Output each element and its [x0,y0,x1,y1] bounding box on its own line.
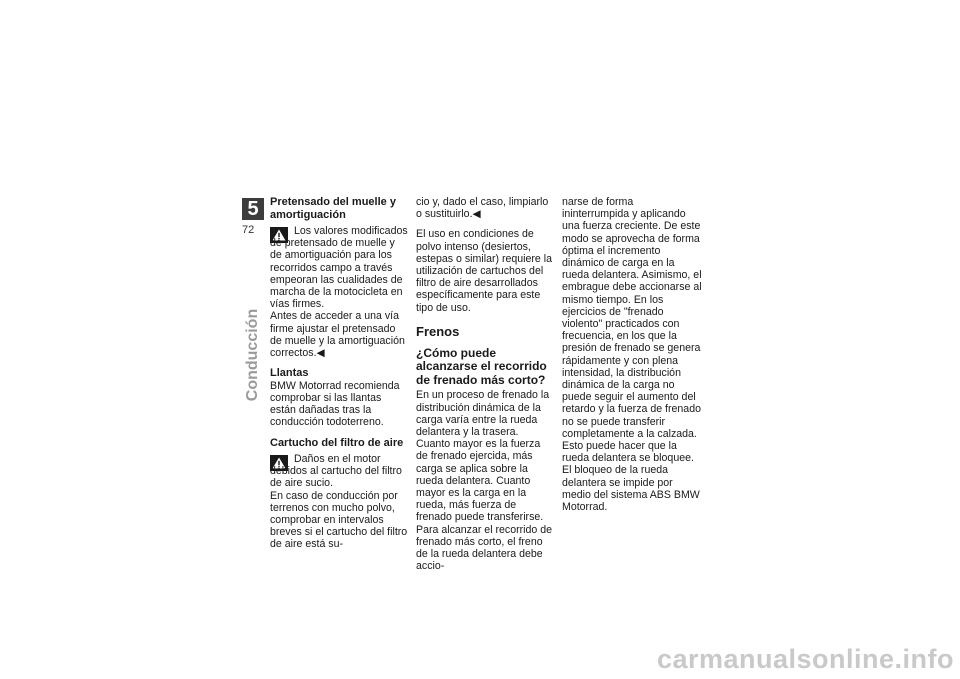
text-column-2 [416,196,554,580]
page-number: 72 [242,224,255,236]
warning-text-2: Daños en el motor debidos al cartucho del filtro de aire sucio. [270,453,402,490]
para-continuacion: cio y, dado el caso, limpiarlo o sustituirlo.◀ [416,196,549,221]
para-bloqueo: El bloqueo de la rueda delantera se impide por medio del sistema ABS BMW Motorrad. [562,464,700,514]
warning-text-1: Los valores modificados de pretensado de muelle y de amortiguación para los recorridos campo a través empeoran las cualidades de marcha de la motocicleta en vías firmes. [270,225,408,311]
para-uso: El uso en condiciones de polvo intenso (desiertos, estepas o similar) requiere la utilización de cartuchos del filtro de aire desarrollados específicamente para este tipo de uso. [416,228,553,314]
heading-frenos: Frenos [416,323,460,339]
text-column-3 [562,196,702,521]
watermark: carmanualsonline.info [656,644,954,674]
section-label-vertical [243,308,263,402]
para-caso: En caso de conducción por terrenos con mucho polvo, comprobar en intervalos breves si el cartucho del filtro de aire está su- [270,489,408,551]
para-alcanzar: Para alcanzar el recorrido de frenado más corto, el freno de la rueda delantera debe accio- [416,523,553,573]
heading-llantas: Llantas [270,367,309,380]
heading-pretensado: Pretensado del muelle y amortiguación [270,196,396,221]
para-narse: narse de forma ininterrumpida y aplicando una fuerza creciente. De este modo se aprovecha de forma óptima el incremento dinámico de carga en la rueda delantera. Asimismo, el embrague debe accionarse al mismo tiempo. En los ejercicios de "frenado violento" practicados con frecuencia, en los que la presión de frenado se genera rápidamente y con plena intensidad, la distribución dinámica de la carga no puede seguir el aumento del retardo y la fuerza de frenado no se puede transferir completamente a la calzada. Esto puede hacer que la rueda delantera se bloquee. [562,196,702,465]
section-label-text: Conducción [244,308,261,402]
heading-como: ¿Cómo puede alcanzarse el recorrido de frenado más corto? [416,345,547,387]
para-antes: Antes de acceder a una vía firme ajustar el pretensado de muelle y la amortiguación correctos.◀ [270,310,405,360]
para-llantas: BMW Motorrad recomienda comprobar si las llantas están dañadas tras la conducción todoterreno. [270,379,400,429]
chapter-number-tab: 5 [242,198,264,220]
heading-cartucho: Cartucho del filtro de aire [270,436,404,449]
text-column-1 [270,196,408,559]
para-proceso: En un proceso de frenado la distribución dinámica de la carga varía entre la rueda delantera y la trasera. Cuanto mayor es la fuerza de frenado ejercida, más carga se aplica sobre la rueda delantera. Cuanto mayor es la carga en la rueda, más fuerza de frenado puede transferirse. [416,389,550,524]
